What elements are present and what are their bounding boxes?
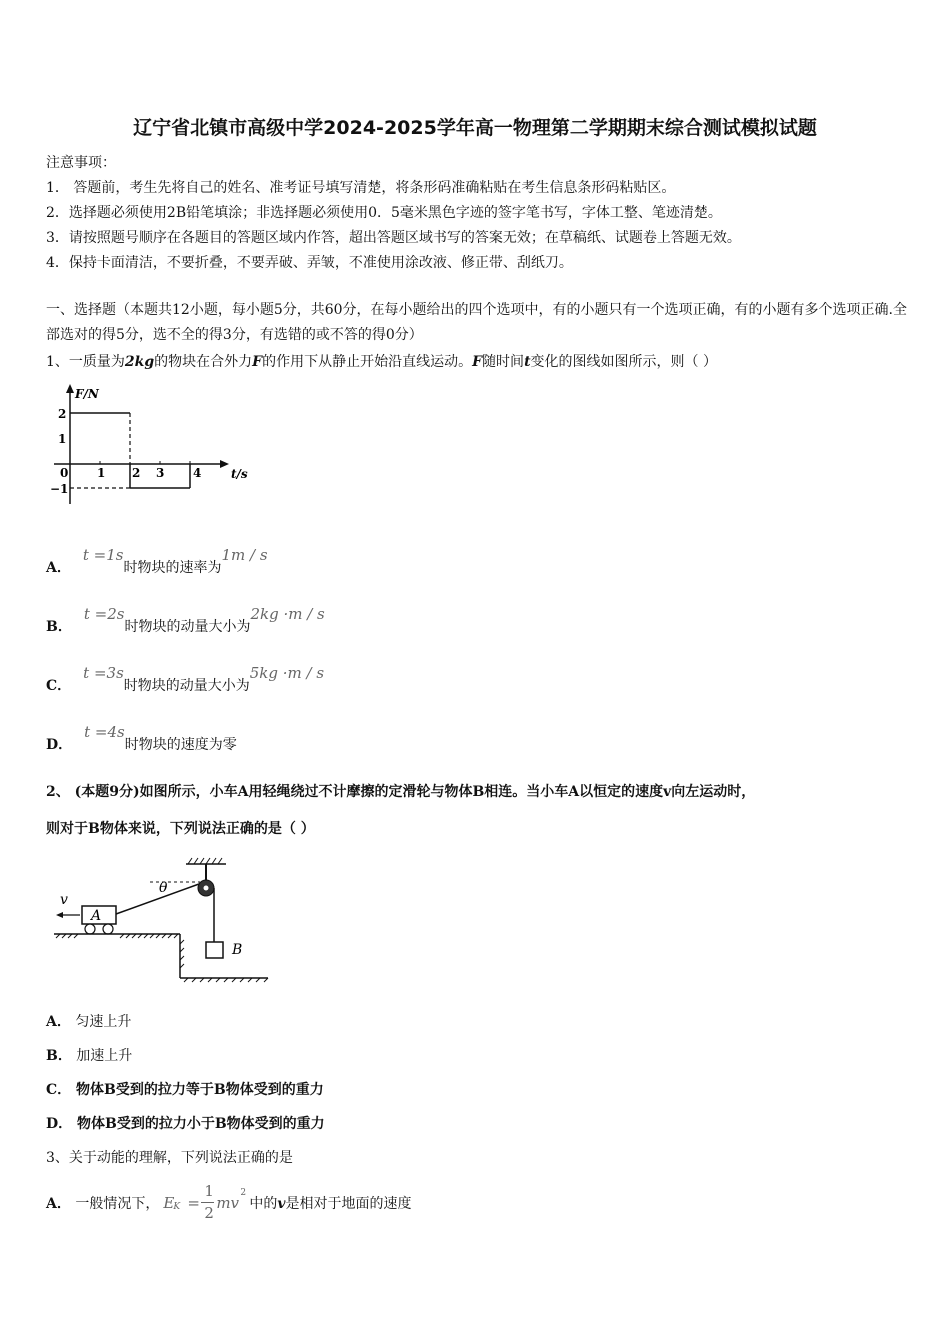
notice-item-3: 3．请按照题号顺序在各题目的答题区域内作答，超出答题区域书写的答案无效；在草稿纸、试题卷上答题无效。 [46, 230, 741, 246]
q2-stem-line1: 2、 (本题9分)如图所示，小车A用轻绳绕过不计摩擦的定滑轮与物体B相连。当小车A以恒定的速度v向左运动时， [46, 784, 756, 800]
q2-option-b[interactable]: B． 加速上升 [46, 1048, 133, 1064]
xtick-4: 4 [193, 466, 202, 480]
figure-label-a: A [91, 908, 102, 924]
notice-item-4: 4．保持卡面清洁，不要折叠，不要弄破、弄皱，不准使用涂改液、修正带、刮纸刀。 [46, 255, 573, 271]
q1-stem: 1、一质量为2kg的物块在合外力F的作用下从静止开始沿直线运动。F随时间t变化的图线如图所示，则（ ） [46, 354, 717, 370]
xtick-3: 3 [156, 466, 165, 480]
q1-force-time-graph [44, 380, 248, 510]
q3-stem: 3、关于动能的理解，下列说法正确的是 [46, 1150, 293, 1166]
graph-ylabel: F/N [75, 387, 99, 401]
q2-option-a[interactable]: A． 匀速上升 [46, 1014, 132, 1030]
q3-option-a[interactable]: A． 一般情况下， E K = 1 2 mv 2 中的v是相对于地面的速度 [46, 1182, 412, 1222]
figure-label-v: v [60, 892, 68, 908]
q1-option-b[interactable]: B．t =2s时物块的动量大小为2kg ·m / s [46, 605, 325, 635]
xtick-1: 1 [97, 466, 106, 480]
q1-option-d[interactable]: D．t =4s时物块的速度为零 [46, 723, 237, 753]
figure-label-theta: θ [159, 880, 168, 896]
figure-label-b: B [232, 942, 243, 958]
q2-stem-line2: 则对于B物体来说，下列说法正确的是（ ） [46, 821, 315, 837]
q1-option-c[interactable]: C．t =3s时物块的动量大小为5kg ·m / s [46, 664, 325, 694]
ytick-1: 1 [58, 432, 67, 446]
ytick-2: 2 [58, 407, 67, 421]
notice-item-2: 2．选择题必须使用2B铅笔填涂；非选择题必须使用0．5毫米黑色字迹的签字笔书写，字体工整、笔迹清楚。 [46, 205, 722, 221]
graph-xlabel: t/s [231, 467, 248, 481]
ytick-neg1: −1 [50, 482, 69, 496]
q2-pulley-figure [50, 854, 275, 988]
page-title: 辽宁省北镇市高级中学2024-2025学年高一物理第二学期期末综合测试模拟试题 [133, 117, 817, 139]
q2-option-d[interactable]: D． 物体B受到的拉力小于B物体受到的重力 [46, 1116, 325, 1132]
kinetic-energy-formula: E K = 1 2 mv 2 [163, 1182, 247, 1222]
ytick-0: 0 [60, 466, 69, 480]
notice-item-1: 1． 答题前，考生先将自己的姓名、准考证号填写清楚，将条形码准确粘贴在考生信息条形码粘贴区。 [46, 180, 676, 196]
section-heading: 一、选择题（本题共12小题，每小题5分，共60分，在每小题给出的四个选项中，有的小题只有一个选项正确，有的小题有多个选项正确.全部选对的得5分，选不全的得3分，有选错的或不答的得0分） [46, 302, 907, 343]
xtick-2: 2 [132, 466, 141, 480]
notice-heading: 注意事项： [46, 155, 116, 171]
q2-option-c[interactable]: C． 物体B受到的拉力等于B物体受到的重力 [46, 1082, 324, 1098]
q1-option-a[interactable]: A．t =1s时物块的速率为1m / s [46, 546, 268, 576]
